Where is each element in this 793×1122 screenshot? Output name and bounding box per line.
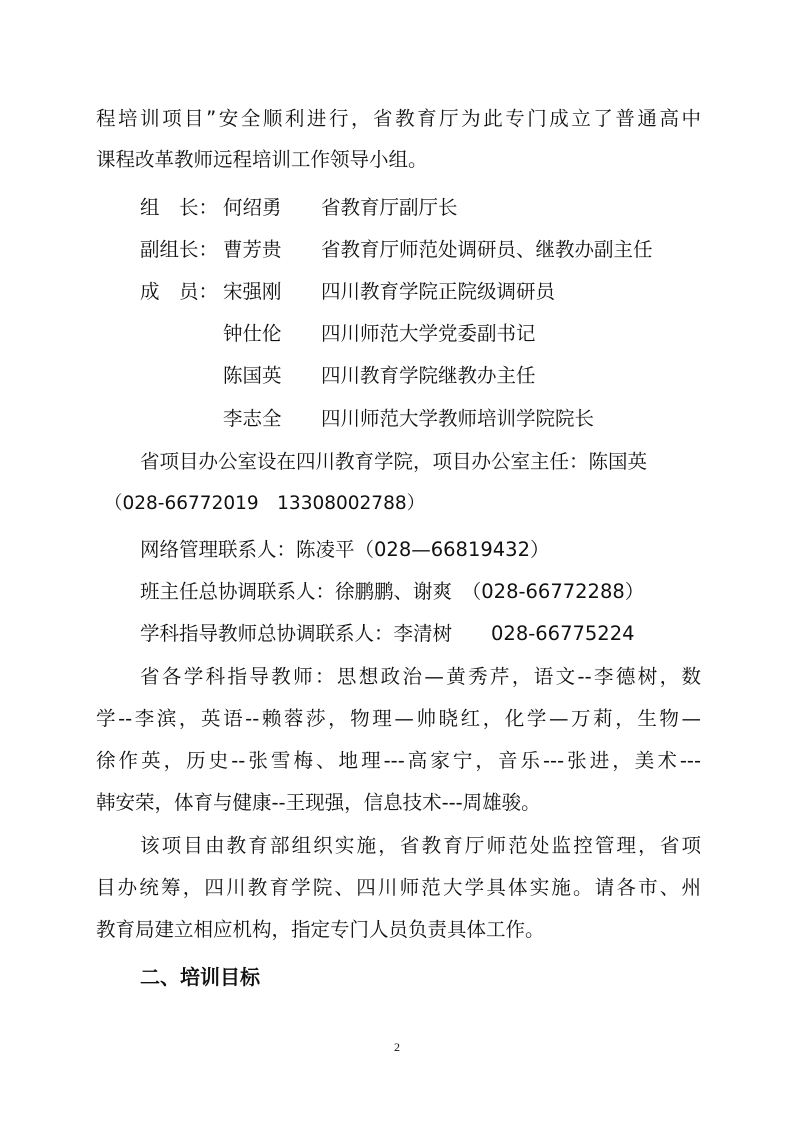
implementation-line-3: 教育局建立相应机构，指定专门人员负责具体工作。 (96, 918, 545, 941)
intro-paragraph-line-1: 程培训项目”安全顺利进行，省教育厅为此专门成立了普通高中 (96, 107, 701, 130)
member-title: 省教育厅师范处调研员、继教办副主任 (321, 238, 653, 261)
member-title: 四川师范大学教师培训学院院长 (321, 407, 595, 430)
page-number: 2 (394, 1040, 400, 1054)
subject-teachers-line-3: 徐作英，历史--张雪梅、地理---高家宁，音乐---张进，美术--- (96, 749, 701, 772)
member-name: 宋强刚 (223, 280, 282, 303)
project-office-line-1: 省项目办公室设在四川教育学院，项目办公室主任：陈国英 (140, 450, 648, 473)
member-label: 成 员： (140, 280, 219, 303)
member-name: 钟仕伦 (223, 322, 282, 345)
subject-guide-contact: 学科指导教师总协调联系人：李清树 028-66775224 (140, 622, 635, 645)
member-name: 陈国英 (223, 364, 282, 387)
class-teacher-contact: 班主任总协调联系人：徐鹏鹏、谢爽 （028-66772288） (140, 580, 645, 603)
member-label: 组 长： (140, 196, 219, 219)
member-title: 四川教育学院继教办主任 (321, 364, 536, 387)
subject-teachers-line-1: 省各学科指导教师：思想政治—黄秀芹，语文--李德树，数 (140, 665, 701, 688)
member-label: 副组长： (140, 238, 219, 261)
network-contact: 网络管理联系人：陈凌平（028—66819432） (140, 538, 550, 561)
intro-paragraph-line-2: 课程改革教师远程培训工作领导小组。 (96, 148, 428, 171)
section-heading: 二、培训目标 (140, 965, 260, 989)
implementation-line-1: 该项目由教育部组织实施，省教育厅师范处监控管理，省项 (140, 834, 701, 857)
project-office-phones: （028-66772019 13308002788） (104, 493, 426, 514)
implementation-line-2: 目办统筹，四川教育学院、四川师范大学具体实施。请各市、州 (96, 876, 701, 899)
subject-teachers-line-2: 学--李滨，英语--赖蓉莎，物理—帅晓红，化学—万莉，生物— (96, 707, 701, 730)
member-name: 李志全 (223, 407, 282, 430)
member-title: 省教育厅副厅长 (321, 196, 458, 219)
member-name: 曹芳贵 (223, 238, 282, 261)
member-name: 何绍勇 (223, 196, 282, 219)
member-title: 四川师范大学党委副书记 (321, 322, 536, 345)
subject-teachers-line-4: 韩安荣，体育与健康--王现强，信息技术---周雄骏。 (96, 791, 541, 814)
member-title: 四川教育学院正院级调研员 (321, 280, 556, 303)
